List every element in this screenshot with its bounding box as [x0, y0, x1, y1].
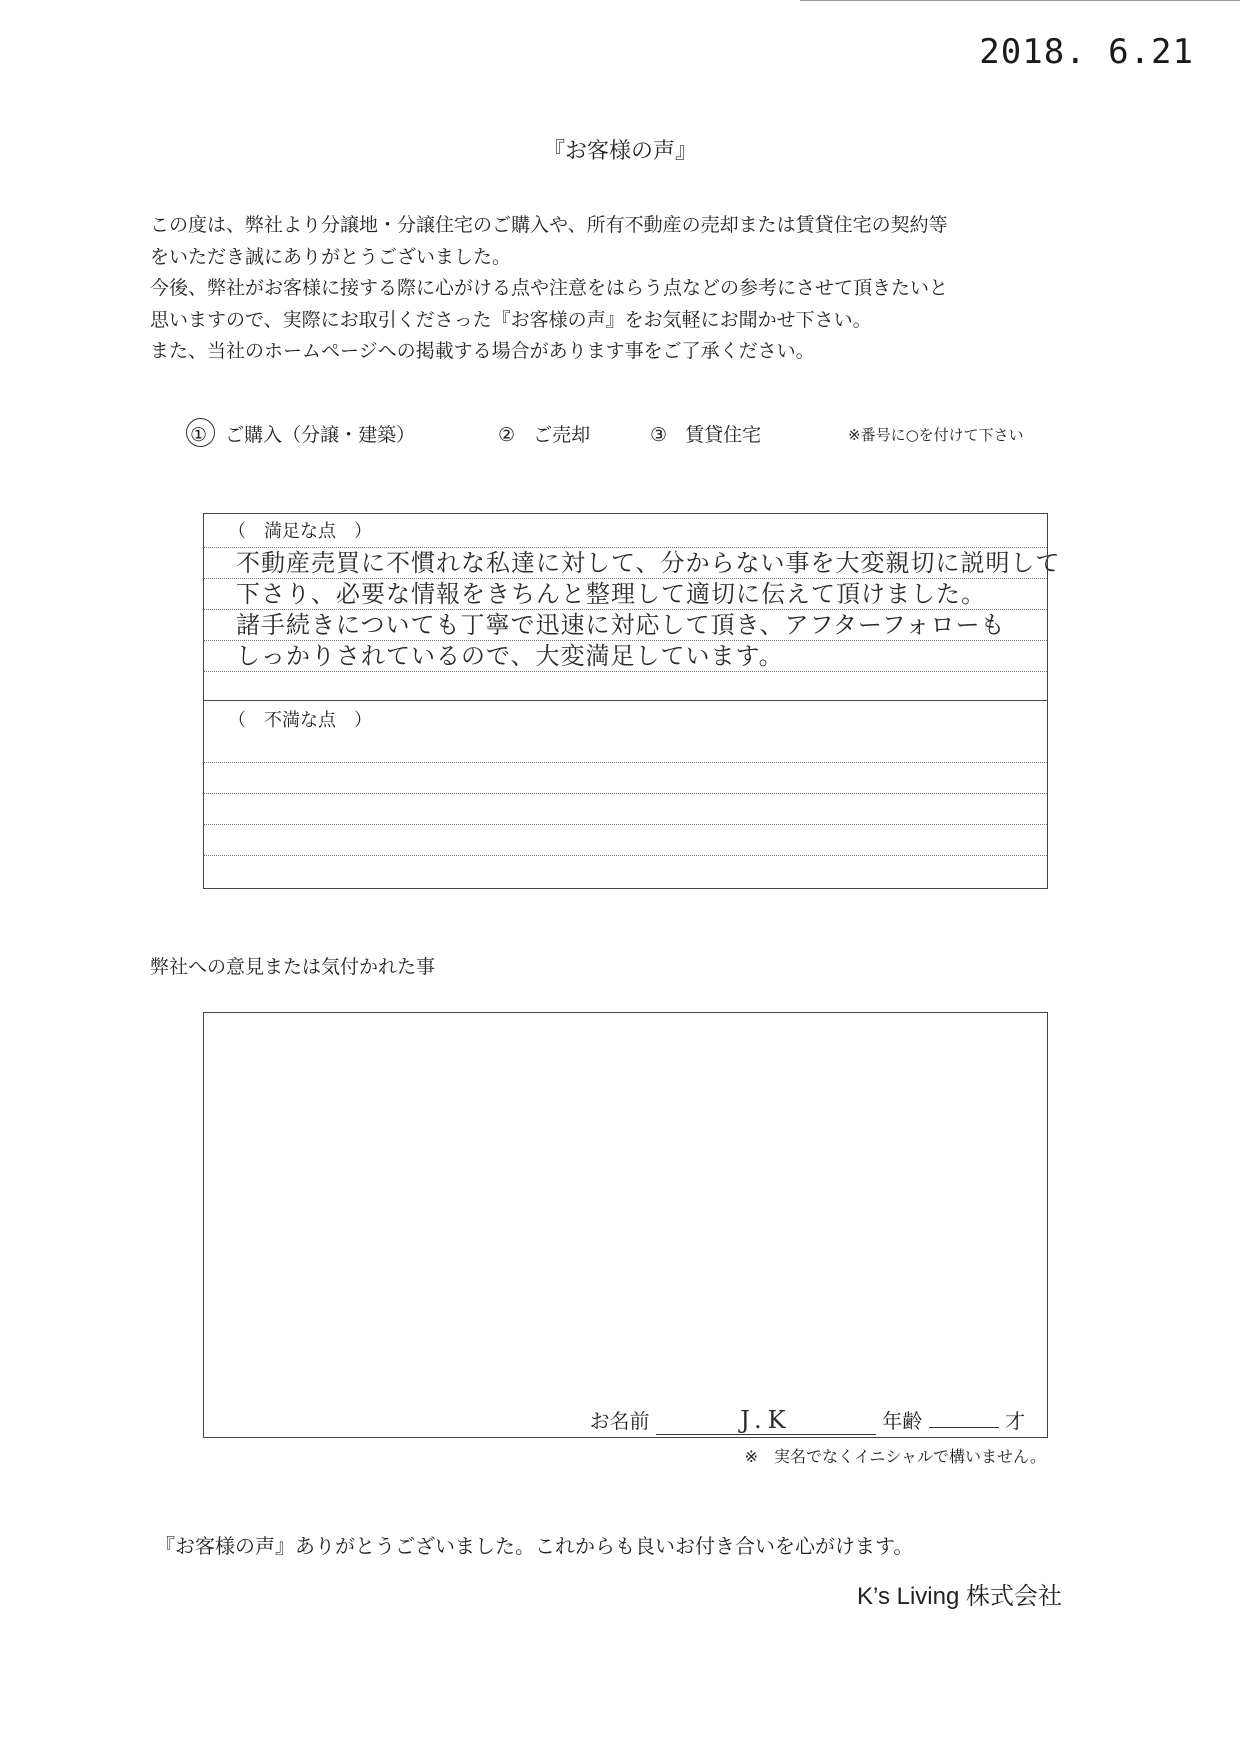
intro-line: また、当社のホームページへの掲載する場合があります事をご了承ください。: [150, 340, 815, 362]
option-label: 賃貸住宅: [685, 424, 762, 446]
ruled-line: [204, 762, 1047, 763]
transaction-type-options: [190, 420, 1070, 460]
opinion-label: 弊社への意見または気付かれた事: [150, 956, 436, 978]
option-rental[interactable]: [650, 420, 761, 447]
satisfied-handwritten-line: 不動産売買に不慣れな私達に対して、分からない事を大変親切に説明して: [236, 549, 1061, 577]
ruled-line: [204, 824, 1047, 825]
selected-circle-mark: [186, 418, 215, 447]
thanks-message: 『お客様の声』ありがとうございました。これからも良いお付き合いを心がけます。: [155, 1534, 914, 1558]
option-label: ご購入（分譲・建築）: [225, 424, 416, 446]
initial-note: ※ 実名でなくイニシャルで構いません。: [744, 1447, 1046, 1466]
ruled-line: [204, 793, 1047, 794]
feedback-box: [203, 513, 1061, 889]
satisfied-handwritten-line: 諸手続きについても丁寧で迅速に対応して頂き、アフターフォローも: [236, 611, 1006, 639]
date-stamp: 2018. 6.21: [979, 32, 1194, 72]
intro-line: 今後、弊社がお客様に接する際に心がける点や注意をはらう点などの参考にさせて頂きたいと: [150, 277, 949, 299]
option-label: ご売却: [533, 424, 591, 446]
intro-text: [150, 210, 1090, 368]
age-field[interactable]: [929, 1427, 999, 1428]
satisfied-label: （ 満足な点 ）: [228, 521, 372, 542]
option-purchase[interactable]: [190, 420, 415, 447]
page-title: 『お客様の声』: [542, 139, 697, 164]
name-field[interactable]: [656, 1406, 876, 1435]
age-label: 年齢: [882, 1409, 923, 1433]
options-note: ※番号に○を付けて下さい: [848, 426, 1024, 444]
intro-line: 思いますので、実際にお取引くださった『お客様の声』をお気軽にお聞かせ下さい。: [150, 308, 872, 331]
option-number: ②: [498, 424, 516, 446]
dissatisfied-label: （ 不満な点 ）: [228, 710, 372, 731]
satisfied-handwritten-line: しっかりされているので、大変満足しています。: [236, 642, 784, 670]
intro-line: この度は、弊社より分譲地・分譲住宅のご購入や、所有不動産の売却または賃貸住宅の契約等: [150, 214, 948, 236]
company-name: K’s Living 株式会社: [857, 1583, 1062, 1610]
intro-line: をいただき誠にありがとうございました。: [150, 245, 512, 268]
option-sale[interactable]: [498, 420, 590, 447]
paper-edge-line: [800, 0, 1240, 1]
opinion-box[interactable]: [203, 1012, 1048, 1438]
name-label: お名前: [589, 1409, 650, 1433]
age-unit: 才: [1005, 1409, 1025, 1433]
option-number: ③: [650, 424, 668, 446]
option-number: ①: [190, 424, 208, 446]
name-age-row: [590, 1405, 1025, 1435]
ruled-line: [204, 855, 1047, 856]
name-value: J.K: [740, 1406, 792, 1434]
section-divider: [204, 700, 1047, 701]
ruled-line: [204, 671, 1047, 672]
satisfied-handwritten-line: 下さり、必要な情報をきちんと整理して適切に伝えて頂けました。: [236, 580, 986, 608]
